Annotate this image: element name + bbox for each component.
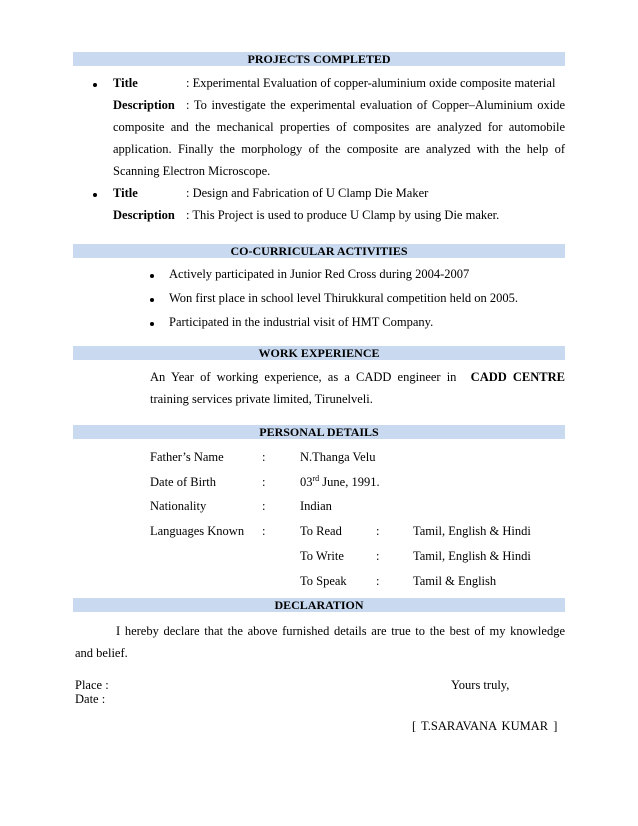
section-heading-cocurricular: CO-CURRICULAR ACTIVITIES bbox=[73, 244, 565, 258]
dob-day: 03 bbox=[300, 475, 313, 489]
bullet-icon bbox=[93, 193, 97, 197]
language-mode: To Read bbox=[300, 524, 342, 538]
dob-rest: June, 1991. bbox=[319, 475, 380, 489]
colon: : bbox=[376, 549, 380, 563]
project-1-title-value: : Experimental Evaluation of copper-aluminium oxide composite material bbox=[186, 76, 556, 90]
work-text: An Year of working experience, as a CADD engineer in bbox=[150, 370, 457, 384]
project-2-desc-line: : This Project is used to produce U Clamp by using Die maker. bbox=[186, 208, 500, 222]
language-mode: To Speak bbox=[300, 574, 347, 588]
section-heading-declaration: DECLARATION bbox=[73, 598, 565, 612]
bullet-icon bbox=[150, 298, 154, 302]
language-value: Tamil & English bbox=[413, 574, 497, 588]
language-value: Tamil, English & Hindi bbox=[413, 549, 531, 563]
project-2-title-value: : Design and Fabrication of U Clamp Die Maker bbox=[186, 186, 429, 200]
father-name-label: Father’s Name bbox=[150, 450, 224, 464]
project-1-title-label: Title bbox=[113, 76, 138, 90]
company-name: CADD CENTRE bbox=[470, 370, 565, 384]
project-1-desc-line: : To investigate the experimental evaluation of Copper–Aluminium oxide bbox=[186, 98, 565, 112]
language-mode: To Write bbox=[300, 549, 344, 563]
colon: : bbox=[262, 499, 266, 513]
activity-item: Actively participated in Junior Red Cross during 2004-2007 bbox=[169, 267, 470, 281]
project-1-desc-line: Scanning Electron Microscope. bbox=[113, 164, 271, 178]
work-line-2: training services private limited, Tirunelveli. bbox=[150, 392, 373, 406]
colon: : bbox=[262, 524, 266, 538]
bullet-icon bbox=[150, 322, 154, 326]
closing-text: Yours truly, bbox=[451, 678, 510, 692]
declaration-line-1: I hereby declare that the above furnished details are true to the best of my knowledge bbox=[116, 624, 565, 638]
work-line-1 bbox=[150, 370, 565, 385]
project-1-desc-line: application. Finally the morphology of the composite are analyzed with the help of bbox=[113, 142, 565, 156]
dob-label: Date of Birth bbox=[150, 475, 216, 489]
project-1-desc-label: Description bbox=[113, 98, 175, 112]
declaration-line-2: and belief. bbox=[75, 646, 128, 660]
nationality-value: Indian bbox=[300, 499, 332, 513]
activity-item: Won first place in school level Thirukkural competition held on 2005. bbox=[169, 291, 519, 305]
dob-value bbox=[300, 475, 380, 490]
section-heading-work: WORK EXPERIENCE bbox=[73, 346, 565, 360]
bullet-icon bbox=[93, 83, 97, 87]
nationality-label: Nationality bbox=[150, 499, 207, 513]
section-heading-projects: PROJECTS COMPLETED bbox=[73, 52, 565, 66]
languages-label: Languages Known bbox=[150, 524, 245, 538]
colon: : bbox=[376, 574, 380, 588]
activity-item: Participated in the industrial visit of HMT Company. bbox=[169, 315, 434, 329]
father-name-value: N.Thanga Velu bbox=[300, 450, 376, 464]
colon: : bbox=[262, 450, 266, 464]
section-heading-personal: PERSONAL DETAILS bbox=[73, 425, 565, 439]
project-1-desc-line: composite and the mechanical properties of composites are analyzed for automobile bbox=[113, 120, 565, 134]
signature-name: [ T.SARAVANA KUMAR ] bbox=[412, 719, 558, 733]
project-2-title-label: Title bbox=[113, 186, 138, 200]
date-label: Date : bbox=[75, 692, 106, 706]
dob-suffix: rd bbox=[312, 473, 320, 483]
colon: : bbox=[376, 524, 380, 538]
project-2-desc-label: Description bbox=[113, 208, 175, 222]
bullet-icon bbox=[150, 274, 154, 278]
language-value: Tamil, English & Hindi bbox=[413, 524, 531, 538]
place-label: Place : bbox=[75, 678, 109, 692]
colon: : bbox=[262, 475, 266, 489]
